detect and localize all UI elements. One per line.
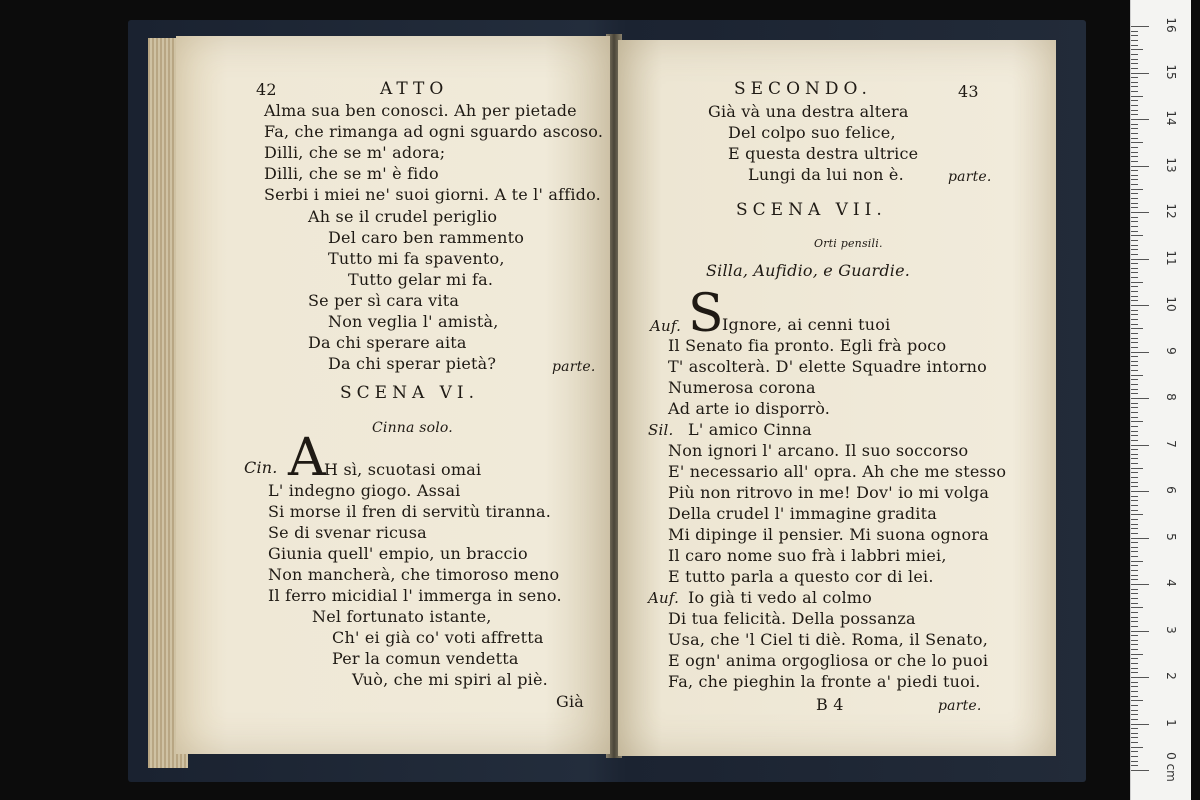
ruler-tick	[1131, 379, 1138, 380]
text-line: E tutto parla a questo cor di lei.	[668, 567, 934, 586]
ruler-number: 16	[1164, 17, 1178, 33]
ruler-tick	[1131, 445, 1149, 446]
ruler-tick	[1131, 538, 1149, 539]
ruler-tick	[1131, 221, 1138, 222]
text-line: E ogn' anima orgogliosa or che lo puoi	[668, 651, 989, 670]
ruler-tick	[1131, 77, 1138, 78]
ruler-tick	[1131, 319, 1138, 320]
text-line: Dilli, che se m' adora;	[264, 143, 446, 162]
text-line: Già và una destra altera	[708, 102, 909, 121]
ruler-tick	[1131, 240, 1138, 241]
ruler-tick	[1131, 491, 1149, 492]
ruler-tick	[1131, 96, 1143, 97]
ruler-number: 10	[1164, 296, 1178, 312]
ruler-tick	[1131, 86, 1138, 87]
text-line: Ad arte io disporrò.	[668, 399, 831, 418]
text-line: E' necessario all' opra. Ah che me stesso	[668, 462, 1007, 481]
ruler-tick	[1131, 361, 1138, 362]
ruler-tick	[1131, 347, 1138, 348]
ruler-tick	[1131, 245, 1138, 246]
ruler-tick	[1131, 700, 1143, 701]
ruler-tick	[1131, 352, 1149, 353]
ruler-tick	[1131, 389, 1138, 390]
ruler-tick	[1131, 431, 1138, 432]
ruler-tick	[1131, 677, 1149, 678]
ruler-tick	[1131, 482, 1138, 483]
ruler-tick	[1131, 458, 1138, 459]
ruler-tick	[1131, 500, 1138, 501]
ruler-tick	[1131, 110, 1138, 111]
ruler-tick	[1131, 761, 1138, 762]
ruler-tick	[1131, 449, 1138, 450]
text-line: Non veglia l' amistà,	[328, 312, 499, 331]
ruler-tick	[1131, 161, 1138, 162]
ruler-tick	[1131, 551, 1138, 552]
ruler-tick	[1131, 747, 1143, 748]
ruler-tick	[1131, 417, 1138, 418]
ruler-tick	[1131, 166, 1149, 167]
ruler-number: 12	[1164, 203, 1178, 219]
ruler-tick	[1131, 286, 1138, 287]
exit-mark: parte.	[938, 698, 982, 714]
ruler-tick	[1131, 156, 1138, 157]
text-line: Di tua felicità. Della possanza	[668, 609, 916, 628]
ruler-tick	[1131, 705, 1138, 706]
text-line: Non mancherà, che timoroso meno	[268, 565, 560, 584]
text-line: Non ignori l' arcano. Il suo soccorso	[668, 441, 969, 460]
text-line: L' indegno giogo. Assai	[268, 481, 461, 500]
ruler-number: 8	[1164, 393, 1178, 401]
ruler-tick	[1131, 375, 1143, 376]
text-line: Da chi sperar pietà?	[328, 354, 497, 373]
ruler-tick	[1131, 626, 1138, 627]
ruler-tick	[1131, 556, 1138, 557]
ruler-tick	[1131, 54, 1138, 55]
ruler-tick	[1131, 472, 1138, 473]
ruler-tick	[1131, 440, 1138, 441]
scene-setting: Orti pensili.	[814, 237, 883, 250]
ruler-tick	[1131, 570, 1138, 571]
dropcap: A	[288, 428, 326, 488]
ruler-tick	[1131, 672, 1138, 673]
ruler-tick	[1131, 189, 1143, 190]
text-line: Lungi da lui non è.	[748, 165, 904, 184]
ruler-tick	[1131, 612, 1138, 613]
text-line: Della crudel l' immagine gradita	[668, 504, 937, 523]
text-line: Mi dipinge il pensier. Mi suona ognora	[668, 525, 989, 544]
ruler-tick	[1131, 338, 1138, 339]
ruler-tick	[1131, 565, 1138, 566]
speaker-label: Sil.	[648, 421, 674, 439]
ruler-tick	[1131, 737, 1138, 738]
ruler-tick	[1131, 91, 1138, 92]
text-line: T' ascolterà. D' elette Squadre intorno	[668, 357, 988, 376]
ruler-tick	[1131, 435, 1138, 436]
ruler-tick	[1131, 128, 1138, 129]
speaker-label: Cin.	[244, 458, 278, 477]
text-line: E questa destra ultrice	[728, 144, 919, 163]
scene-title: SCENA VII.	[736, 200, 887, 220]
text-line: Tutto gelar mi fa.	[348, 270, 494, 289]
text-line: L' amico Cinna	[688, 420, 812, 439]
text-line: Per la comun vendetta	[332, 649, 519, 668]
ruler-tick	[1131, 714, 1138, 715]
ruler-tick	[1131, 621, 1138, 622]
ruler-tick	[1131, 742, 1138, 743]
ruler-number: 9	[1164, 346, 1178, 355]
ruler-number: 6	[1164, 486, 1178, 494]
ruler-tick	[1131, 547, 1138, 548]
ruler-tick	[1131, 296, 1138, 297]
text-line: Giunia quell' empio, un braccio	[268, 544, 528, 563]
ruler-tick	[1131, 198, 1138, 199]
ruler-tick	[1131, 384, 1138, 385]
ruler-tick	[1131, 454, 1138, 455]
ruler-tick	[1131, 514, 1143, 515]
ruler-tick	[1131, 463, 1138, 464]
ruler-tick	[1131, 770, 1149, 771]
ruler-number: 1	[1164, 718, 1178, 727]
ruler-tick	[1131, 277, 1138, 278]
running-head: ATTO	[380, 79, 449, 99]
ruler-tick	[1131, 654, 1143, 655]
ruler-tick	[1131, 212, 1149, 213]
ruler-tick	[1131, 282, 1143, 283]
ruler-tick	[1131, 268, 1138, 269]
ruler-tick	[1131, 203, 1138, 204]
ruler-tick	[1131, 124, 1138, 125]
text-line: Nel fortunato istante,	[312, 607, 492, 626]
ruler-tick	[1131, 393, 1138, 394]
ruler-tick	[1131, 398, 1149, 399]
ruler-tick	[1131, 524, 1138, 525]
text-line: Il caro nome suo frà i labbri miei,	[668, 546, 947, 565]
ruler-tick	[1131, 468, 1143, 469]
ruler-tick	[1131, 584, 1149, 585]
scene-setting: Cinna solo.	[372, 420, 453, 436]
ruler-tick	[1131, 138, 1138, 139]
ruler-tick	[1131, 426, 1138, 427]
ruler-tick	[1131, 421, 1143, 422]
text-line: Si morse il fren di servitù tiranna.	[268, 502, 552, 521]
text-line: Dilli, che se m' è fido	[264, 164, 439, 183]
text-line: H sì, scuotasi omai	[324, 460, 482, 479]
ruler-tick	[1131, 486, 1138, 487]
scene-title: SCENA VI.	[340, 383, 480, 403]
ruler-unit-label: 0 cm	[1164, 752, 1178, 782]
text-line: Vuò, che mi spiri al piè.	[352, 670, 548, 689]
ruler-tick	[1131, 305, 1149, 306]
ruler-tick	[1131, 63, 1138, 64]
left-page	[176, 36, 610, 754]
ruler-tick	[1131, 561, 1143, 562]
ruler-tick	[1131, 324, 1138, 325]
ruler-tick	[1131, 728, 1138, 729]
ruler-tick	[1131, 333, 1138, 334]
ruler-tick	[1131, 73, 1149, 74]
ruler-tick	[1131, 719, 1138, 720]
ruler-tick	[1131, 519, 1138, 520]
text-line: Ah se il crudel periglio	[308, 207, 498, 226]
ruler-tick	[1131, 193, 1138, 194]
ruler-tick	[1131, 603, 1138, 604]
text-line: Alma sua ben conosci. Ah per pietade	[264, 101, 577, 120]
text-line: Ignore, ai cenni tuoi	[722, 315, 891, 334]
ruler-tick	[1131, 147, 1138, 148]
ruler-tick	[1131, 710, 1138, 711]
ruler-tick	[1131, 635, 1138, 636]
ruler-number: 4	[1164, 579, 1178, 587]
ruler-tick	[1131, 533, 1138, 534]
right-page	[618, 40, 1056, 756]
ruler-tick	[1131, 477, 1138, 478]
exit-mark: parte.	[552, 359, 596, 375]
ruler-tick	[1131, 207, 1138, 208]
ruler-tick	[1131, 300, 1138, 301]
ruler-tick	[1131, 314, 1138, 315]
ruler-tick	[1131, 114, 1138, 115]
ruler-tick	[1131, 658, 1138, 659]
ruler-tick	[1131, 328, 1143, 329]
ruler-number: 11	[1164, 249, 1178, 266]
ruler-tick	[1131, 231, 1138, 232]
ruler-tick	[1131, 407, 1138, 408]
ruler-tick	[1131, 31, 1138, 32]
ruler-tick	[1131, 310, 1138, 311]
ruler-tick	[1131, 119, 1149, 120]
ruler-number: 3	[1164, 625, 1178, 634]
text-line: Del colpo suo felice,	[728, 123, 896, 142]
ruler-tick	[1131, 291, 1138, 292]
ruler-tick	[1131, 617, 1138, 618]
character-list: Silla, Aufidio, e Guardie.	[706, 261, 911, 280]
dropcap: S	[688, 284, 724, 344]
text-line: Usa, che 'l Ciel ti diè. Roma, il Senato,	[668, 630, 988, 649]
ruler-tick	[1131, 682, 1138, 683]
ruler-tick	[1131, 356, 1138, 357]
ruler-tick	[1131, 170, 1138, 171]
ruler-number: 13	[1164, 156, 1178, 173]
ruler-tick	[1131, 528, 1138, 529]
text-line: Il Senato fia pronto. Egli frà poco	[668, 336, 947, 355]
ruler-tick	[1131, 263, 1138, 264]
ruler-tick	[1131, 691, 1138, 692]
ruler-tick	[1131, 35, 1138, 36]
ruler-tick	[1131, 365, 1138, 366]
text-line: Il ferro micidial l' immerga in seno.	[268, 586, 562, 605]
ruler-tick	[1131, 68, 1138, 69]
ruler-tick	[1131, 217, 1138, 218]
ruler-tick	[1131, 184, 1138, 185]
measurement-ruler	[1130, 0, 1191, 800]
ruler-tick	[1131, 254, 1138, 255]
speaker-label: Auf.	[648, 589, 680, 607]
page-number: 42	[256, 80, 277, 99]
ruler-tick	[1131, 696, 1138, 697]
ruler-tick	[1131, 82, 1138, 83]
ruler-tick	[1131, 142, 1143, 143]
ruler-number: 7	[1164, 439, 1178, 448]
text-line: Serbi i miei ne' suoi giorni. A te l' affido.	[264, 185, 601, 204]
ruler-tick	[1131, 505, 1138, 506]
ruler-number: 14	[1164, 110, 1178, 126]
ruler-tick	[1131, 403, 1138, 404]
text-line: Da chi sperare aita	[308, 333, 467, 352]
page-number: 43	[958, 82, 979, 101]
ruler-tick	[1131, 756, 1138, 757]
ruler-tick	[1131, 226, 1138, 227]
ruler-tick	[1131, 412, 1138, 413]
text-line: Fa, che pieghin la fronte a' piedi tuoi.	[668, 672, 981, 691]
exit-mark: parte.	[948, 169, 992, 185]
speaker-label: Auf.	[650, 317, 682, 335]
signature-mark: B 4	[816, 695, 844, 714]
ruler-tick	[1131, 579, 1138, 580]
text-line: Tutto mi fa spavento,	[328, 249, 505, 268]
ruler-tick	[1131, 542, 1138, 543]
ruler-tick	[1131, 59, 1138, 60]
ruler-tick	[1131, 751, 1138, 752]
ruler-tick	[1131, 589, 1138, 590]
text-line: Se per sì cara vita	[308, 291, 460, 310]
ruler-tick	[1131, 152, 1138, 153]
ruler-tick	[1131, 510, 1138, 511]
ruler-tick	[1131, 342, 1138, 343]
ruler-tick	[1131, 765, 1138, 766]
ruler-number: 2	[1164, 672, 1178, 680]
ruler-tick	[1131, 179, 1138, 180]
ruler-tick	[1131, 100, 1138, 101]
catchword: Già	[556, 692, 585, 711]
ruler-tick	[1131, 105, 1138, 106]
text-line: Ch' ei già co' voti affretta	[332, 628, 544, 647]
ruler-tick	[1131, 49, 1143, 50]
ruler-tick	[1131, 649, 1138, 650]
ruler-number: 5	[1164, 532, 1178, 541]
text-line: Se di svenar ricusa	[268, 523, 427, 542]
ruler-tick	[1131, 593, 1138, 594]
ruler-tick	[1131, 668, 1138, 669]
text-line: Fa, che rimanga ad ogni sguardo ascoso.	[264, 122, 604, 141]
ruler-tick	[1131, 733, 1138, 734]
ruler-tick	[1131, 272, 1138, 273]
ruler-tick	[1131, 45, 1138, 46]
ruler-tick	[1131, 235, 1143, 236]
ruler-tick	[1131, 26, 1149, 27]
ruler-tick	[1131, 575, 1138, 576]
ruler-tick	[1131, 631, 1149, 632]
text-line: Del caro ben rammento	[328, 228, 525, 247]
ruler-tick	[1131, 249, 1138, 250]
ruler-tick	[1131, 175, 1138, 176]
ruler-tick	[1131, 724, 1149, 725]
ruler-tick	[1131, 370, 1138, 371]
ruler-tick	[1131, 259, 1149, 260]
text-line: Numerosa corona	[668, 378, 816, 397]
ruler-number: 15	[1164, 63, 1178, 80]
ruler-tick	[1131, 496, 1138, 497]
running-head: SECONDO.	[734, 79, 872, 99]
ruler-tick	[1131, 644, 1138, 645]
ruler-tick	[1131, 133, 1138, 134]
text-line: Io già ti vedo al colmo	[688, 588, 872, 607]
ruler-tick	[1131, 40, 1138, 41]
ruler-tick	[1131, 686, 1138, 687]
ruler-tick	[1131, 640, 1138, 641]
text-line: Più non ritrovo in me! Dov' io mi volga	[668, 483, 990, 502]
ruler-tick	[1131, 607, 1143, 608]
ruler-tick	[1131, 663, 1138, 664]
ruler-tick	[1131, 598, 1138, 599]
